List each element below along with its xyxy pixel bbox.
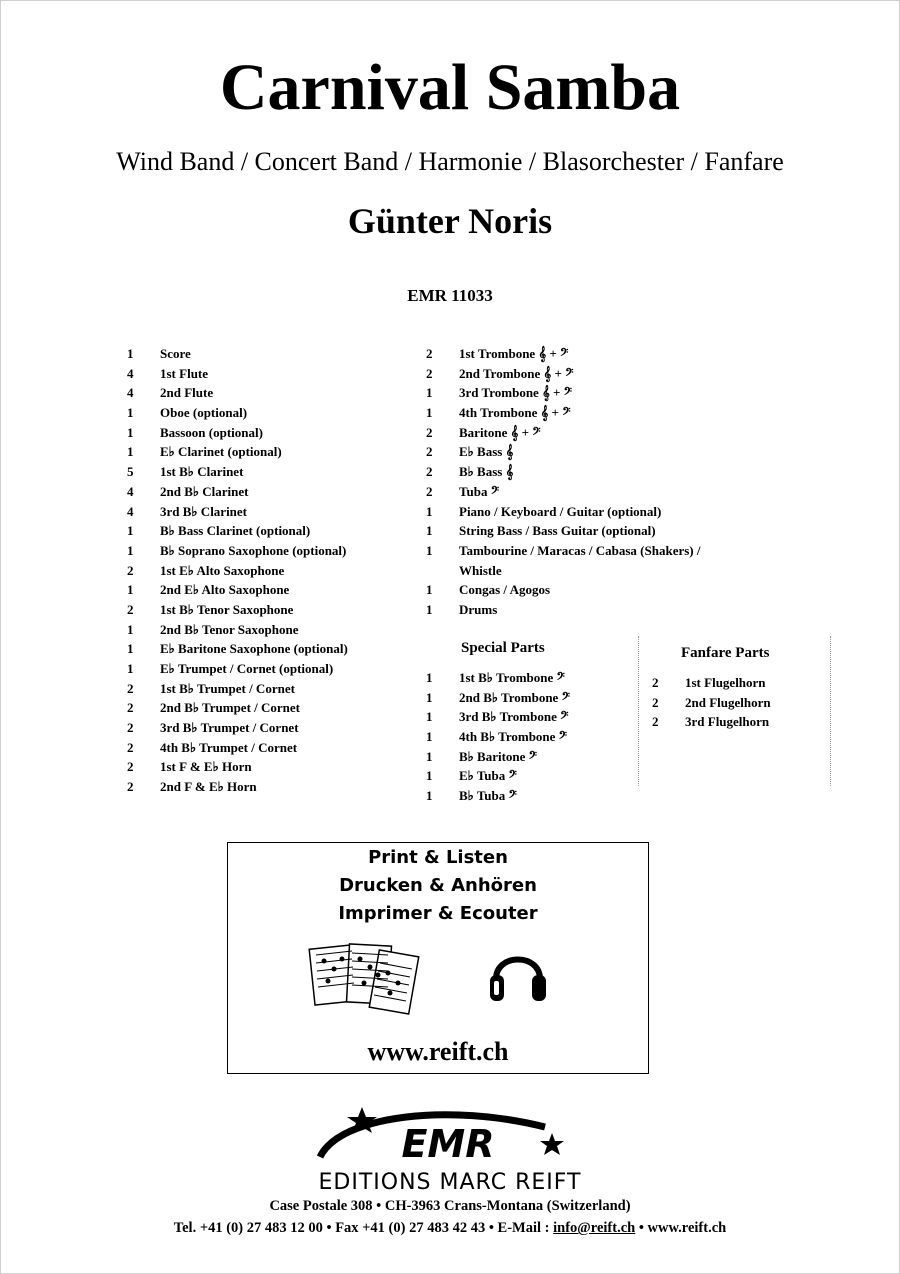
- part-quantity: 1: [426, 542, 433, 558]
- part-name: E♭ Trumpet / Cornet (optional): [160, 661, 334, 676]
- part-name: Congas / Agogos: [459, 582, 551, 598]
- part-quantity: 2: [127, 720, 134, 736]
- part-name: Whistle: [459, 562, 502, 578]
- part-name: B♭ Baritone 𝄢: [459, 748, 538, 764]
- part-row: [426, 707, 626, 727]
- part-row: [426, 786, 626, 806]
- promo-line: Print & Listen: [368, 847, 508, 868]
- composer: Günter Noris: [347, 201, 553, 241]
- website-url: www.reift.ch: [367, 1037, 509, 1066]
- contact-line: [0, 1220, 900, 1237]
- part-quantity: 1: [426, 768, 433, 784]
- part-name: 1st B♭ Trumpet / Cornet: [160, 680, 295, 696]
- part-name: Piano / Keyboard / Guitar (optional): [459, 503, 662, 519]
- part-row: [426, 600, 766, 620]
- contact-phone-fax: Tel. +41 (0) 27 483 12 00 • Fax +41 (0) 27 483 42 43 • E-Mail :: [173, 1220, 554, 1236]
- part-name: E♭ Tuba 𝄢: [459, 768, 517, 784]
- parts-list-left: [127, 344, 427, 797]
- part-quantity: 1: [127, 346, 134, 361]
- part-name: B♭ Tuba 𝄢: [459, 788, 517, 804]
- part-name: 2nd Flugelhorn: [685, 694, 771, 710]
- part-row: [652, 693, 832, 713]
- part-row: [426, 344, 766, 364]
- part-name: Drums: [459, 601, 498, 617]
- part-row: [127, 541, 427, 561]
- part-quantity: 4: [127, 365, 134, 381]
- emr-logo: [300, 1105, 600, 1175]
- email-link[interactable]: info@reift.ch: [553, 1220, 636, 1236]
- part-name: B♭ Bass 𝄞: [459, 464, 514, 480]
- part-quantity: 2: [127, 601, 134, 617]
- part-row: [127, 620, 427, 640]
- print-listen-box: [227, 842, 649, 1074]
- part-quantity: 1: [426, 523, 433, 539]
- part-name: 3rd Trombone 𝄞 + 𝄢: [459, 385, 573, 401]
- part-row: [127, 718, 427, 738]
- parts-list-right: [426, 344, 766, 620]
- headphones-icon: [488, 943, 548, 1005]
- contact-website: • www.reift.ch: [635, 1220, 727, 1236]
- part-name: 3rd B♭ Trombone 𝄢: [459, 709, 569, 725]
- part-name: Tuba 𝄢: [459, 483, 500, 499]
- part-row: [127, 777, 427, 797]
- part-row: [127, 679, 427, 699]
- part-row: [127, 561, 427, 581]
- part-quantity: 2: [652, 675, 659, 690]
- part-row: [426, 502, 766, 522]
- part-row: [127, 403, 427, 423]
- part-name: Score: [160, 346, 191, 361]
- part-row: [426, 747, 626, 767]
- part-quantity: 2: [652, 714, 659, 730]
- part-row: [127, 482, 427, 502]
- part-quantity: 1: [127, 621, 134, 637]
- logo-text: EMR: [401, 1122, 495, 1166]
- divider: [638, 636, 639, 786]
- part-row: [127, 462, 427, 482]
- part-quantity: 1: [426, 582, 433, 598]
- part-row: [426, 766, 626, 786]
- part-quantity: 1: [127, 523, 134, 539]
- part-quantity: 4: [127, 503, 134, 519]
- part-name: E♭ Bass 𝄞: [459, 444, 514, 460]
- part-row: [127, 698, 427, 718]
- part-row: [426, 423, 766, 443]
- part-quantity: 4: [127, 385, 134, 401]
- part-name: String Bass / Bass Guitar (optional): [459, 523, 656, 539]
- part-quantity: 2: [127, 562, 134, 578]
- part-quantity: 1: [127, 405, 134, 421]
- sheet-music-icon: [308, 941, 420, 1021]
- part-row: [127, 738, 427, 758]
- part-row: [426, 688, 626, 708]
- part-quantity: 2: [127, 680, 134, 696]
- page-title: Carnival Samba: [219, 51, 681, 124]
- part-name: Tambourine / Maracas / Cabasa (Shakers) /: [459, 542, 701, 558]
- part-quantity: 2: [127, 779, 134, 795]
- part-row: [426, 727, 626, 747]
- part-row: [652, 712, 832, 732]
- part-row: [127, 580, 427, 600]
- part-name: 1st F & E♭ Horn: [160, 759, 252, 775]
- part-name: 1st B♭ Clarinet: [160, 464, 244, 480]
- part-row: [127, 659, 427, 679]
- part-row: [127, 639, 427, 659]
- part-name: Oboe (optional): [160, 405, 248, 421]
- part-quantity: 1: [426, 385, 433, 401]
- part-name: 3rd Flugelhorn: [685, 714, 770, 730]
- part-quantity: 1: [426, 503, 433, 519]
- part-name: 4th B♭ Trumpet / Cornet: [160, 739, 298, 755]
- part-row: [127, 364, 427, 384]
- part-quantity: 2: [426, 424, 433, 440]
- part-quantity: 2: [426, 464, 433, 480]
- part-name: E♭ Baritone Saxophone (optional): [160, 641, 348, 657]
- part-row: [426, 561, 766, 581]
- part-name: E♭ Clarinet (optional): [160, 444, 282, 460]
- part-row: [127, 521, 427, 541]
- part-row: [127, 423, 427, 443]
- part-row: [426, 383, 766, 403]
- part-name: 2nd B♭ Trombone 𝄢: [459, 689, 570, 705]
- special-parts-list: [426, 668, 626, 806]
- part-quantity: 1: [127, 641, 134, 657]
- part-row: [426, 580, 766, 600]
- subtitle: Wind Band / Concert Band / Harmonie / Blasorchester / Fanfare: [116, 147, 784, 176]
- promo-line: Drucken & Anhören: [339, 875, 537, 896]
- part-name: 1st B♭ Trombone 𝄢: [459, 670, 565, 685]
- part-quantity: 5: [127, 464, 134, 480]
- part-row: [127, 344, 427, 364]
- address: Case Postale 308 • CH-3963 Crans-Montana (Switzerland): [269, 1198, 631, 1214]
- part-name: 2nd E♭ Alto Saxophone: [160, 582, 290, 598]
- part-quantity: 1: [127, 661, 134, 676]
- part-row: [426, 541, 766, 561]
- part-row: [652, 673, 832, 693]
- part-row: [127, 383, 427, 403]
- part-name: Baritone 𝄞 + 𝄢: [459, 424, 541, 440]
- part-name: 2nd Flute: [160, 385, 214, 401]
- part-name: B♭ Bass Clarinet (optional): [160, 523, 311, 539]
- part-row: [127, 442, 427, 462]
- part-quantity: 2: [426, 444, 433, 460]
- part-row: [127, 600, 427, 620]
- part-name: 4th B♭ Trombone 𝄢: [459, 729, 568, 745]
- part-quantity: 1: [426, 709, 433, 725]
- fanfare-parts-list: [652, 673, 832, 732]
- part-row: [426, 462, 766, 482]
- part-name: 1st E♭ Alto Saxophone: [160, 562, 285, 578]
- catalog-number: EMR 11033: [407, 286, 493, 305]
- part-row: [426, 482, 766, 502]
- part-name: 2nd B♭ Trumpet / Cornet: [160, 700, 300, 716]
- part-name: Bassoon (optional): [160, 424, 263, 440]
- part-quantity: 1: [127, 424, 134, 440]
- part-quantity: 2: [426, 483, 433, 499]
- part-name: 1st Flute: [160, 365, 209, 381]
- part-row: [127, 502, 427, 522]
- special-parts-heading: Special Parts: [461, 640, 545, 656]
- part-row: [426, 403, 766, 423]
- part-quantity: 1: [127, 444, 134, 460]
- part-row: [426, 668, 626, 688]
- fanfare-parts-heading: Fanfare Parts: [681, 645, 770, 661]
- part-quantity: 2: [426, 346, 433, 361]
- part-quantity: 1: [426, 601, 433, 617]
- part-quantity: 1: [426, 689, 433, 705]
- part-name: 2nd F & E♭ Horn: [160, 779, 257, 795]
- part-quantity: 2: [652, 694, 659, 710]
- part-quantity: 1: [127, 582, 134, 598]
- publisher-name: EDITIONS MARC REIFT: [318, 1170, 582, 1195]
- part-quantity: 2: [127, 700, 134, 716]
- part-name: 1st Flugelhorn: [685, 675, 766, 690]
- part-name: 2nd B♭ Clarinet: [160, 483, 249, 499]
- part-name: B♭ Soprano Saxophone (optional): [160, 542, 347, 558]
- part-row: [127, 757, 427, 777]
- part-name: 3rd B♭ Clarinet: [160, 503, 248, 519]
- part-quantity: 1: [426, 788, 433, 804]
- part-quantity: 1: [426, 748, 433, 764]
- part-row: [426, 364, 766, 384]
- part-quantity: 1: [426, 405, 433, 421]
- part-quantity: 1: [426, 670, 433, 685]
- part-name: 2nd Trombone 𝄞 + 𝄢: [459, 365, 574, 381]
- part-quantity: 1: [426, 729, 433, 745]
- part-name: 4th Trombone 𝄞 + 𝄢: [459, 405, 571, 421]
- part-row: [426, 442, 766, 462]
- part-name: 1st B♭ Tenor Saxophone: [160, 601, 294, 617]
- part-name: 1st Trombone 𝄞 + 𝄢: [459, 346, 569, 361]
- part-quantity: 1: [127, 542, 134, 558]
- part-quantity: 2: [127, 739, 134, 755]
- promo-line: Imprimer & Ecouter: [338, 903, 538, 924]
- part-quantity: 2: [426, 365, 433, 381]
- part-row: [426, 521, 766, 541]
- part-name: 3rd B♭ Trumpet / Cornet: [160, 720, 299, 736]
- part-quantity: 4: [127, 483, 134, 499]
- part-name: 2nd B♭ Tenor Saxophone: [160, 621, 299, 637]
- part-quantity: 2: [127, 759, 134, 775]
